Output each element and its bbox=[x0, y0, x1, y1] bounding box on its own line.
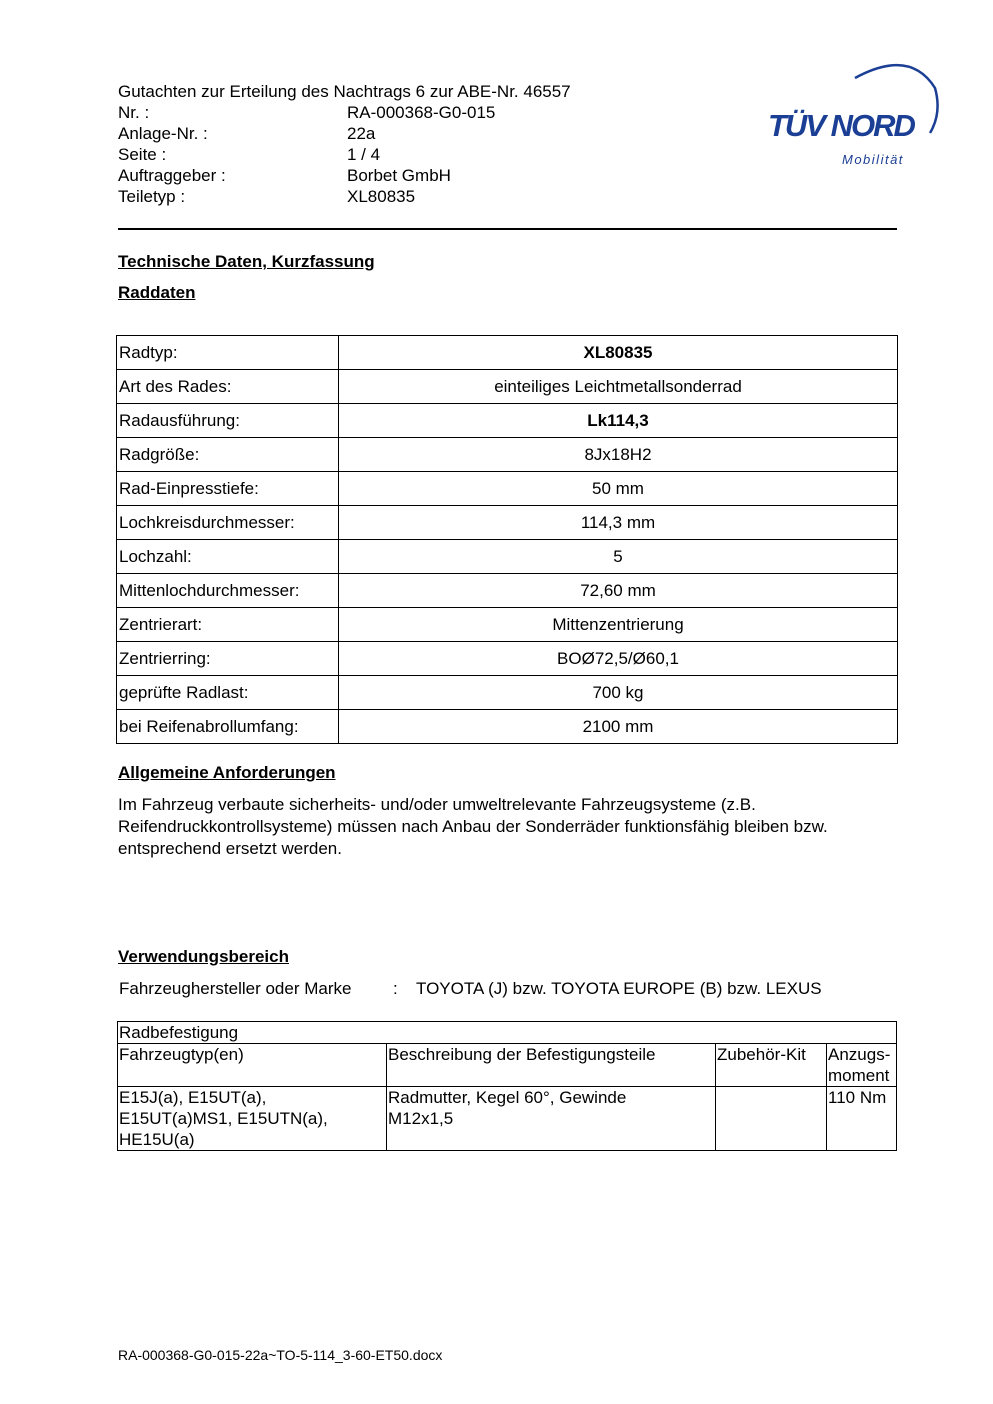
table-row bbox=[117, 472, 898, 506]
row-value: 114,3 mm bbox=[339, 506, 898, 540]
vehicle-manufacturer-line bbox=[119, 979, 822, 999]
cell-description bbox=[387, 1087, 716, 1151]
header-accessory-kit: Zubehör-Kit bbox=[716, 1044, 827, 1087]
header-label: Seite : bbox=[118, 145, 167, 164]
header-label: Anlage-Nr. : bbox=[118, 124, 208, 143]
table-row bbox=[117, 676, 898, 710]
heading-allgemeine-anforderungen: Allgemeine Anforderungen bbox=[118, 763, 336, 782]
row-label: Lochkreisdurchmesser: bbox=[117, 506, 339, 540]
allgemein-paragraph: Im Fahrzeug verbaute sicherheits- und/oder umweltrelevante Fahrzeugsysteme (z.B. Reifendruckkontrollsysteme) müssen nach Anbau der Sonderräder funktionsfähig bleiben bzw. entsprechend ersetzt werden. bbox=[118, 795, 828, 858]
wheel-fastening-table bbox=[117, 1021, 897, 1151]
tuv-nord-logo bbox=[760, 58, 940, 173]
table-row bbox=[117, 574, 898, 608]
cell-accessory-kit bbox=[716, 1087, 827, 1151]
header-vehicle-types: Fahrzeugtyp(en) bbox=[118, 1044, 387, 1087]
table-row bbox=[117, 642, 898, 676]
table-row bbox=[117, 710, 898, 744]
heading-technische-daten: Technische Daten, Kurzfassung bbox=[118, 252, 375, 271]
report-title: Gutachten zur Erteilung des Nachtrags 6 zur ABE-Nr. 46557 bbox=[118, 82, 571, 101]
row-value: XL80835 bbox=[339, 336, 898, 370]
table-caption: Radbefestigung bbox=[118, 1022, 897, 1044]
heading-verwendungsbereich: Verwendungsbereich bbox=[118, 947, 289, 966]
header-row-seite bbox=[118, 144, 571, 165]
document-header bbox=[118, 81, 571, 207]
table-row bbox=[118, 1087, 897, 1151]
header-value: 22a bbox=[347, 124, 376, 143]
table-row bbox=[117, 336, 898, 370]
table-row bbox=[117, 370, 898, 404]
table-row bbox=[117, 404, 898, 438]
row-label: Art des Rades: bbox=[117, 370, 339, 404]
header-description: Beschreibung der Befestigungsteile bbox=[387, 1044, 716, 1087]
header-divider bbox=[118, 228, 897, 230]
row-value: Lk114,3 bbox=[339, 404, 898, 438]
logo-subtitle: Mobilität bbox=[842, 152, 904, 167]
row-value: BOØ72,5/Ø60,1 bbox=[339, 642, 898, 676]
types-line: HE15U(a) bbox=[119, 1130, 195, 1149]
header-torque-line2: moment bbox=[828, 1066, 890, 1085]
row-value: einteiliges Leichtmetallsonderrad bbox=[339, 370, 898, 404]
types-line: E15J(a), E15UT(a), bbox=[119, 1088, 267, 1107]
row-label: geprüfte Radlast: bbox=[117, 676, 339, 710]
header-value: Borbet GmbH bbox=[347, 166, 451, 185]
row-label: Lochzahl: bbox=[117, 540, 339, 574]
row-value: 50 mm bbox=[339, 472, 898, 506]
header-row-anlage bbox=[118, 123, 571, 144]
table-row bbox=[117, 540, 898, 574]
header-value: 1 / 4 bbox=[347, 145, 381, 164]
header-torque-line1: Anzugs- bbox=[828, 1045, 891, 1064]
row-label: Radtyp: bbox=[117, 336, 339, 370]
header-label: Auftraggeber : bbox=[118, 166, 226, 185]
types-line: E15UT(a)MS1, E15UTN(a), bbox=[119, 1109, 328, 1128]
row-value: Mittenzentrierung bbox=[339, 608, 898, 642]
header-value: RA-000368-G0-015 bbox=[347, 103, 496, 122]
logo-brand: TÜV NORD bbox=[768, 108, 914, 143]
row-label: Rad-Einpresstiefe: bbox=[117, 472, 339, 506]
table-row bbox=[117, 438, 898, 472]
desc-line: M12x1,5 bbox=[388, 1109, 454, 1128]
wheel-data-table bbox=[116, 335, 898, 744]
row-value: 8Jx18H2 bbox=[339, 438, 898, 472]
cell-vehicle-types bbox=[118, 1087, 387, 1151]
row-label: bei Reifenabrollumfang: bbox=[117, 710, 339, 744]
table-row bbox=[117, 506, 898, 540]
table-header-row bbox=[118, 1044, 897, 1087]
header-row-teiletyp bbox=[118, 186, 571, 207]
row-label: Mittenlochdurchmesser: bbox=[117, 574, 339, 608]
header-row-nr bbox=[118, 102, 571, 123]
header-torque bbox=[827, 1044, 897, 1087]
row-label: Zentrierring: bbox=[117, 642, 339, 676]
manufacturer-label: Fahrzeughersteller oder Marke bbox=[119, 979, 352, 998]
header-label: Nr. : bbox=[118, 103, 150, 122]
cell-torque: 110 Nm bbox=[827, 1087, 897, 1151]
row-value: 700 kg bbox=[339, 676, 898, 710]
row-label: Radausführung: bbox=[117, 404, 339, 438]
row-value: 2100 mm bbox=[339, 710, 898, 744]
desc-line: Radmutter, Kegel 60°, Gewinde bbox=[388, 1088, 627, 1107]
row-value: 72,60 mm bbox=[339, 574, 898, 608]
manufacturer-value: TOYOTA (J) bzw. TOYOTA EUROPE (B) bzw. LEXUS bbox=[416, 979, 822, 998]
table-row bbox=[117, 608, 898, 642]
header-value: XL80835 bbox=[347, 187, 416, 206]
heading-raddaten: Raddaten bbox=[118, 283, 196, 302]
row-value: 5 bbox=[339, 540, 898, 574]
table-row bbox=[118, 1022, 897, 1044]
row-label: Zentrierart: bbox=[117, 608, 339, 642]
header-row-auftraggeber bbox=[118, 165, 571, 186]
header-label: Teiletyp : bbox=[118, 187, 186, 206]
row-label: Radgröße: bbox=[117, 438, 339, 472]
manufacturer-colon: : bbox=[393, 979, 398, 998]
footer-filename: RA-000368-G0-015-22a~TO-5-114_3-60-ET50.docx bbox=[118, 1347, 443, 1363]
